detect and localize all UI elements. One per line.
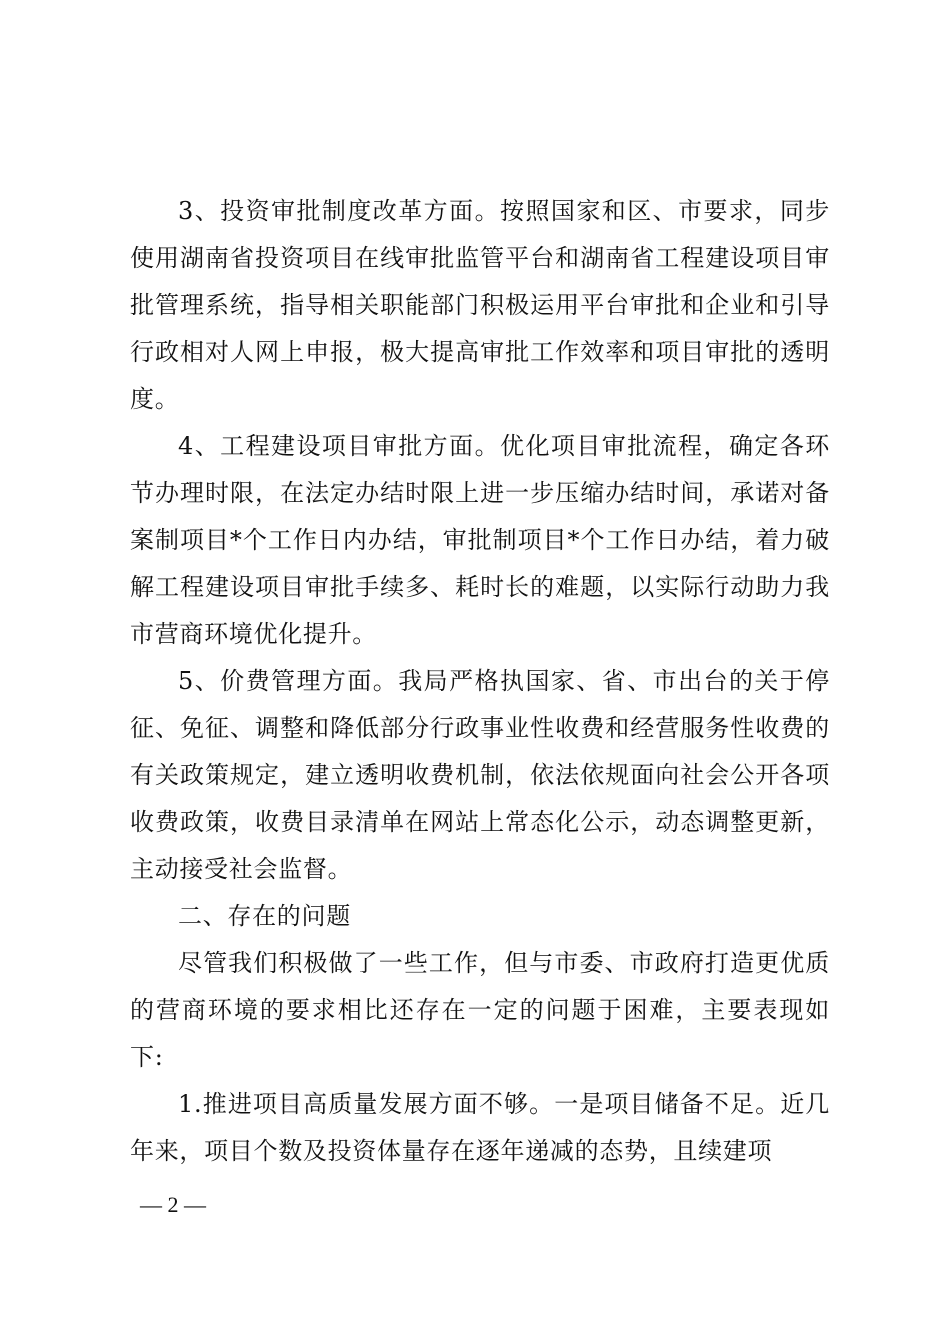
document-body — [130, 188, 830, 1175]
section-heading: 二、存在的问题 — [178, 902, 351, 930]
paragraph-problems-intro: 尽管我们积极做了一些工作，但与市委、市政府打造更优质的营商环境的要求相比还存在一定的问题于困难，主要表现如下: — [130, 949, 830, 1071]
paragraph-construction-approval: 4、工程建设项目审批方面。优化项目审批流程，确定各环节办理时限，在法定办结时限上进一步压缩办结时间，承诺对备案制项目*个工作日内办结，审批制项目*个工作日办结，着力破解工程建设项目审批手续多、耗时长的难题，以实际行动助力我市营商环境优化提升。 — [130, 432, 830, 648]
paragraph-price-fee-management: 5、价费管理方面。我局严格执国家、省、市出台的关于停征、免征、调整和降低部分行政事业性收费和经营服务性收费的有关政策规定，建立透明收费机制，依法依规面向社会公开各项收费政策，收费目录清单在网站上常态化公示，动态调整更新，主动接受社会监督。 — [130, 667, 830, 883]
paragraph-project-development: 1.推进项目高质量发展方面不够。一是项目储备不足。近几年来，项目个数及投资体量存在逐年递减的态势，且续建项 — [130, 1090, 830, 1165]
paragraph-investment-approval: 3、投资审批制度改革方面。按照国家和区、市要求，同步使用湖南省投资项目在线审批监管平台和湖南省工程建设项目审批管理系统，指导相关职能部门积极运用平台审批和企业和引导行政相对人网上申报，极大提高审批工作效率和项目审批的透明度。 — [130, 197, 830, 413]
page-number: — 2 — — [140, 1192, 206, 1217]
